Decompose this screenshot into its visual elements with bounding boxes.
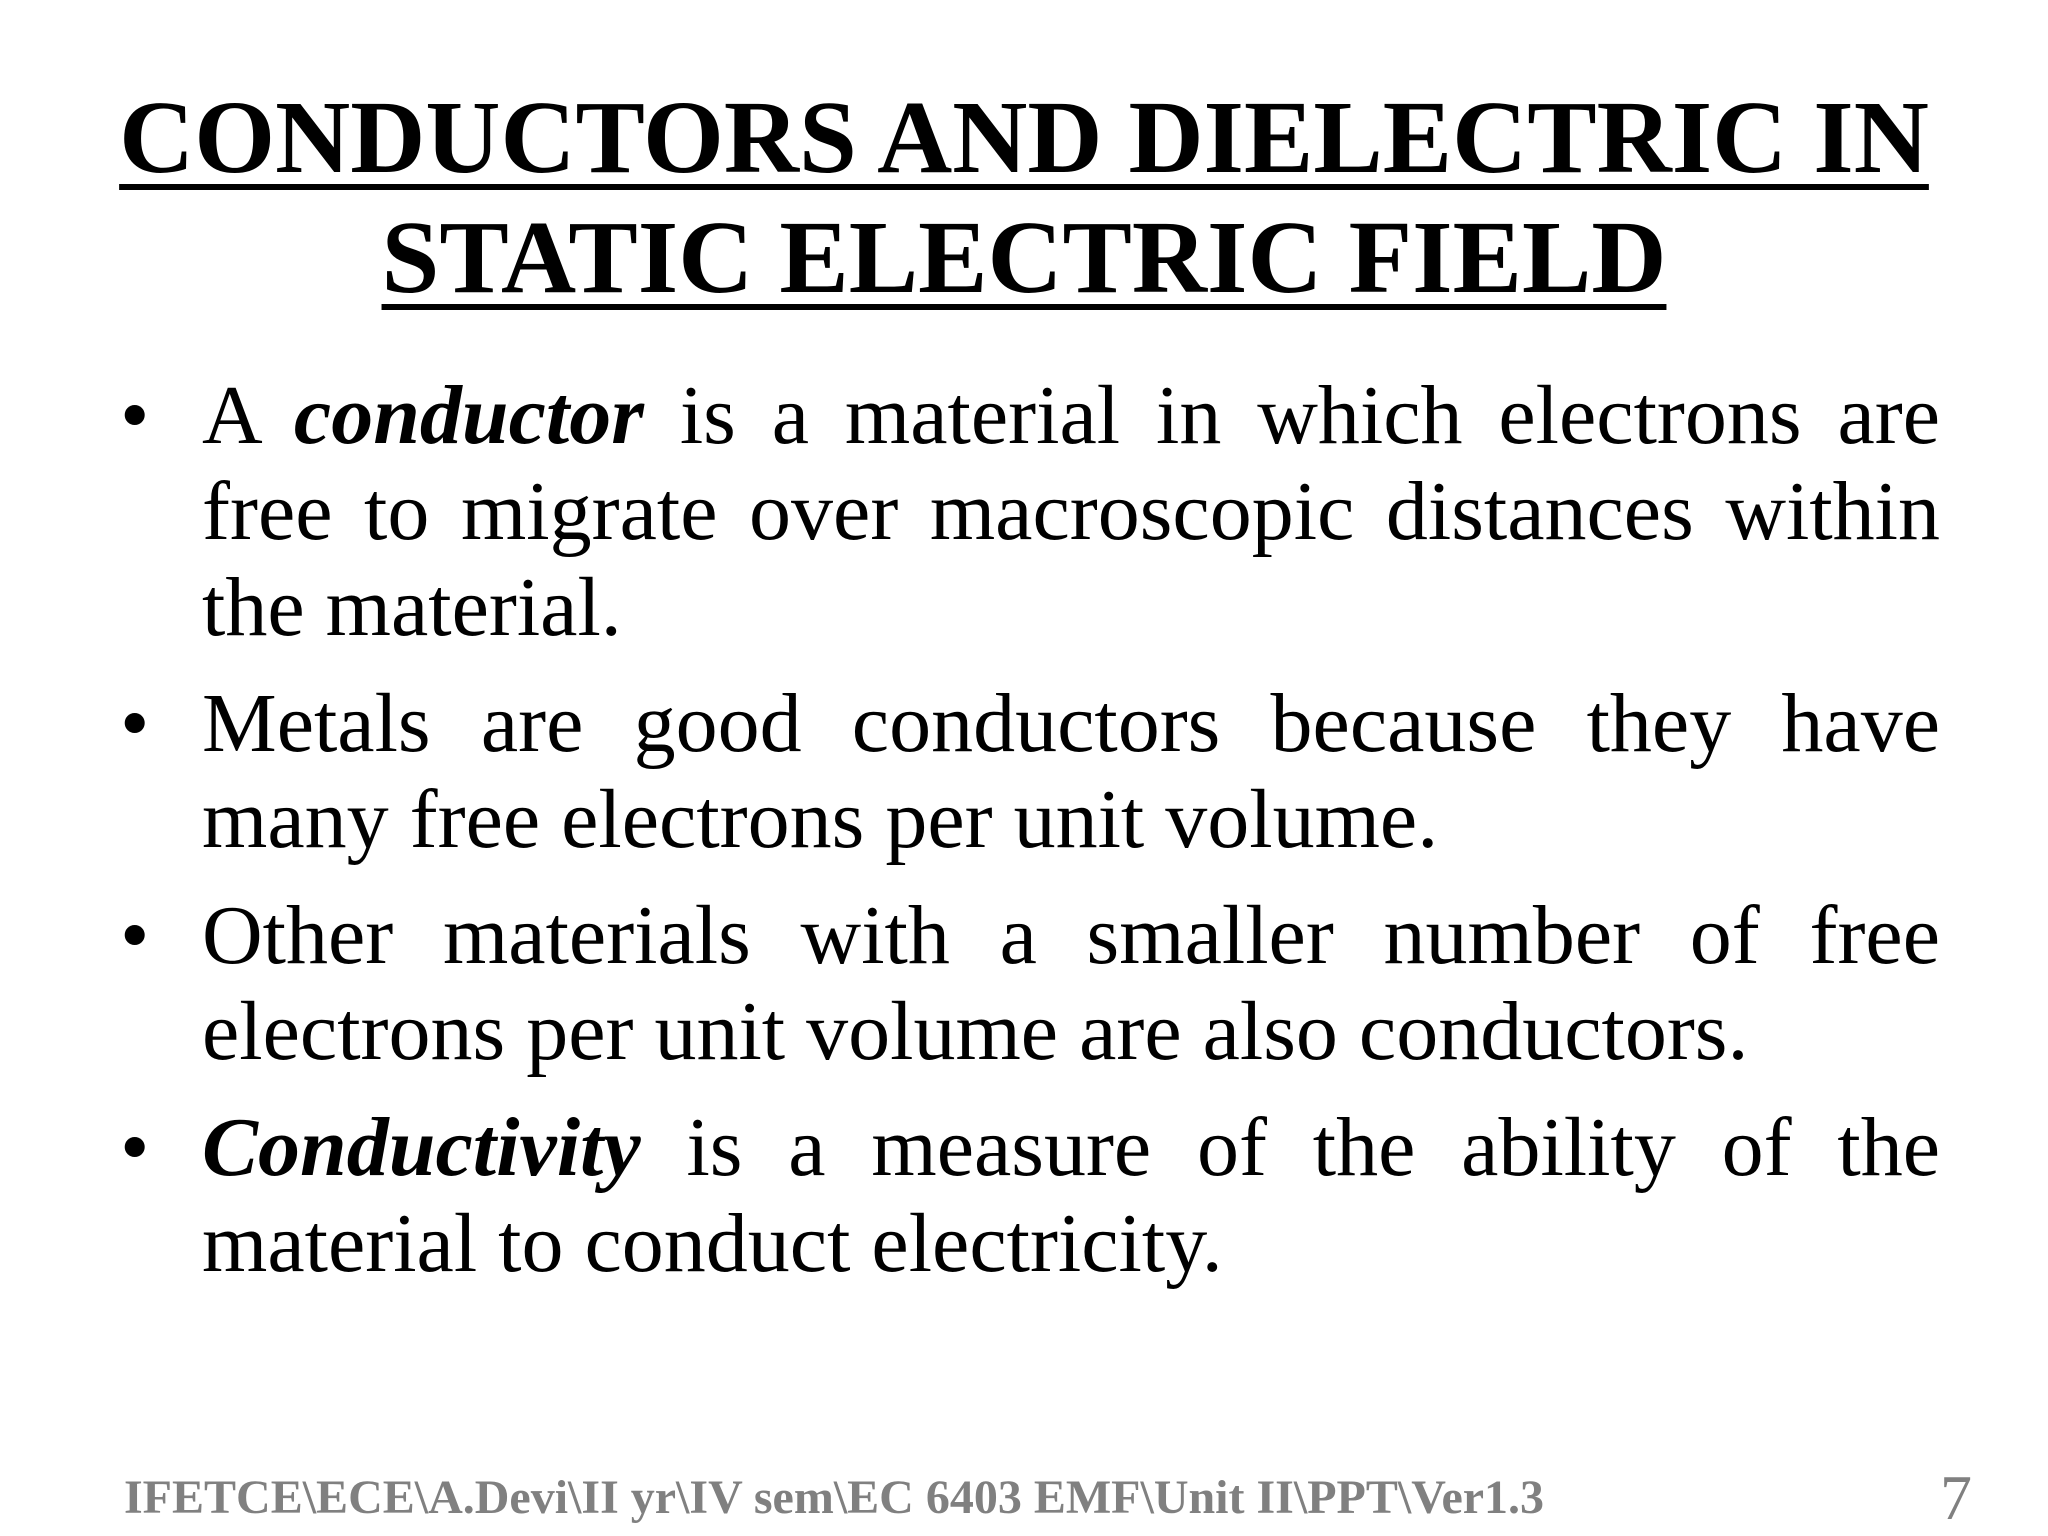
bullet-item-3 — [120, 888, 1940, 1080]
slide-title — [0, 78, 2048, 318]
slide-footer: IFETCE\ECE\A.Devi\II yr\IV sem\EC 6403 EMF\Unit II\PPT\Ver1.3 — [124, 1471, 1545, 1524]
bullet-icon: • — [120, 677, 150, 770]
bullet-1-text-start: A — [202, 369, 294, 462]
bullet-item-2 — [120, 676, 1940, 868]
bullet-4-text-end: is a measure of the ability of the material to conduct electricity. — [202, 1101, 1940, 1290]
bullet-item-1 — [120, 368, 1940, 656]
bullet-4-term: Conductivity — [202, 1101, 641, 1194]
title-line-1: CONDUCTORS AND DIELECTRIC IN — [119, 80, 1929, 195]
page-number: 7 — [1940, 1462, 1972, 1533]
bullet-item-4 — [120, 1100, 1940, 1292]
bullet-icon: • — [120, 369, 150, 462]
bullet-3-text: Other materials with a smaller number of free electrons per unit volume are also conductors. — [202, 889, 1940, 1078]
title-line-2: STATIC ELECTRIC FIELD — [381, 200, 1667, 315]
bullet-icon: • — [120, 1101, 150, 1194]
bullet-icon: • — [120, 889, 150, 982]
bullet-list — [120, 368, 1940, 1312]
bullet-1-text-end: is a material in which electrons are free to migrate over macroscopic distances within the material. — [202, 369, 1940, 654]
bullet-1-term: conductor — [293, 369, 644, 462]
bullet-2-text: Metals are good conductors because they have many free electrons per unit volume. — [202, 677, 1940, 866]
